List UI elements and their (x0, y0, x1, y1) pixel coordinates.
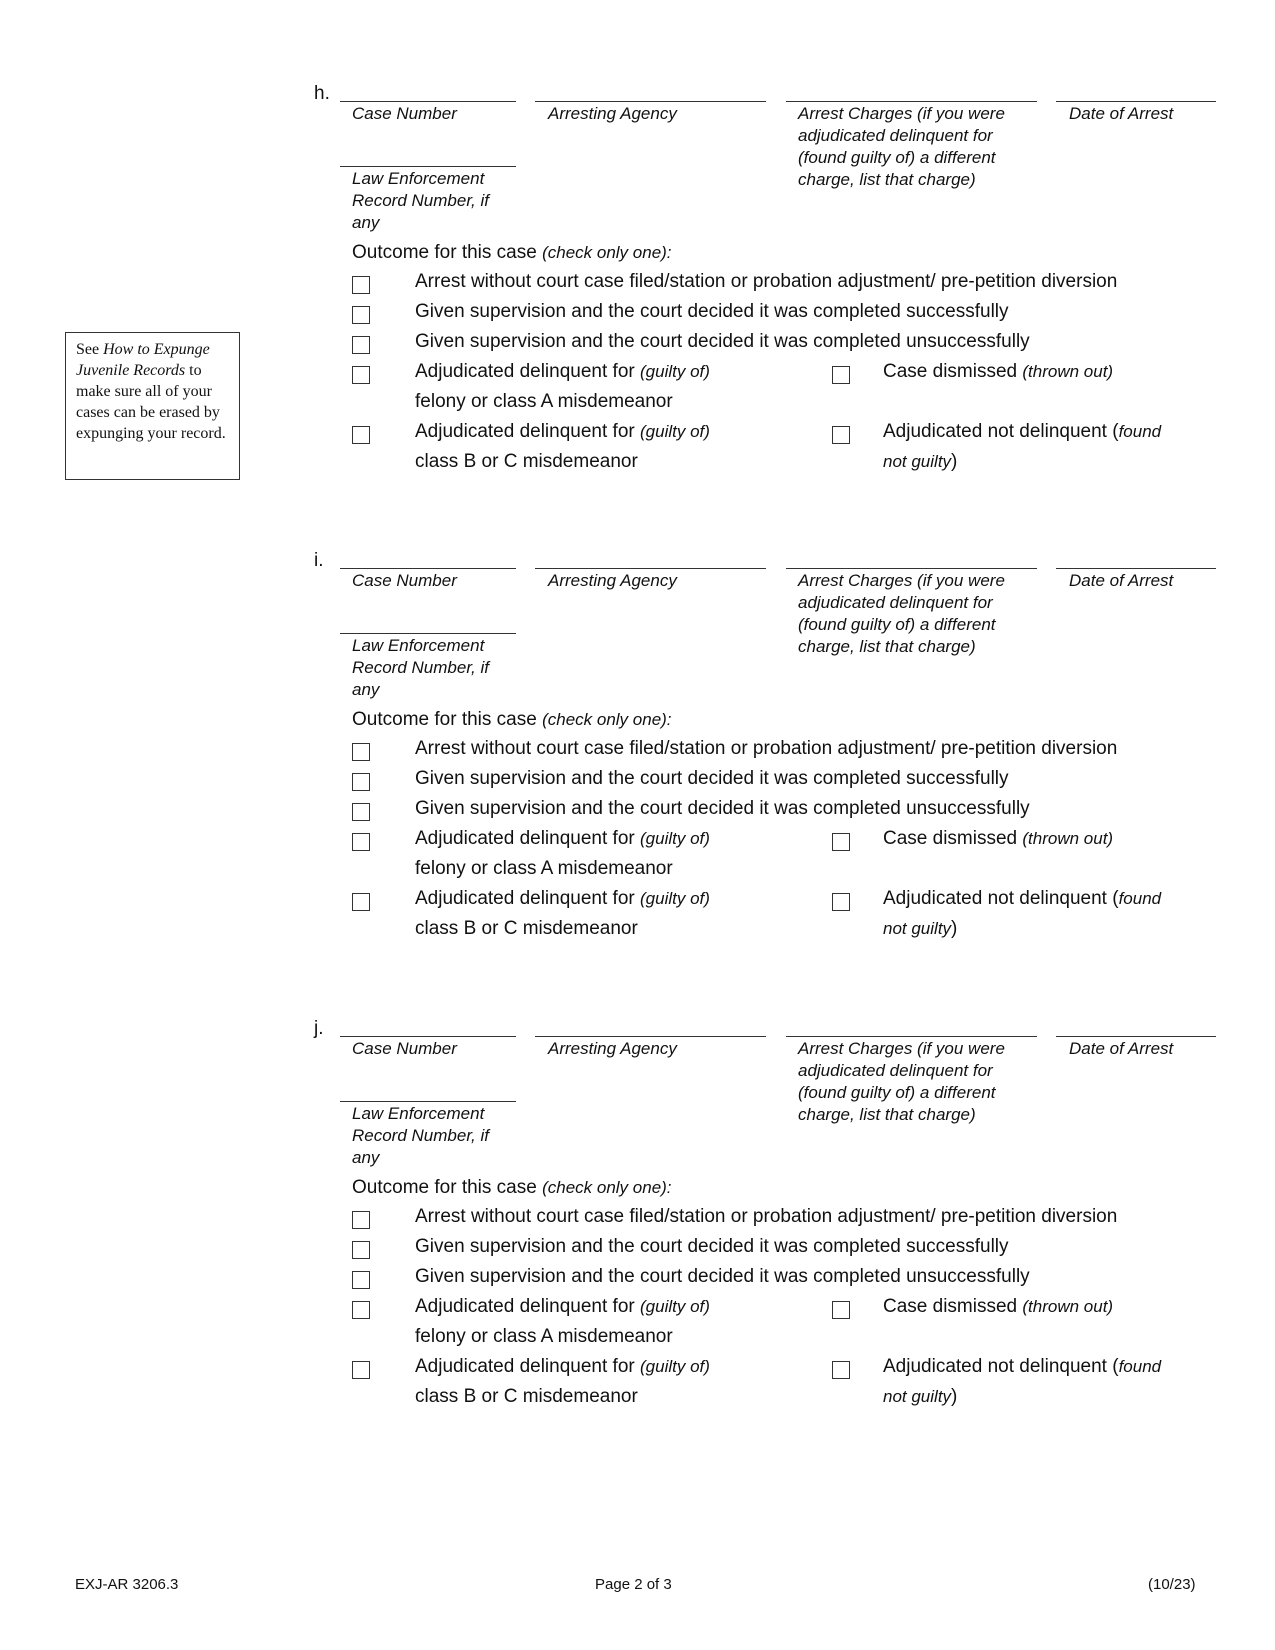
found-text: found (1118, 889, 1162, 908)
outcome-text: Outcome for this case (352, 1177, 543, 1198)
option-adj-delinquent-bc (415, 417, 710, 447)
outcome-text: Outcome for this case (352, 709, 543, 730)
checkbox-supervision-fail[interactable] (352, 1271, 370, 1289)
option-supervision-success: Given supervision and the court decided it was completed successfully (415, 301, 1009, 322)
date-of-arrest-label: Date of Arrest (1069, 1039, 1174, 1058)
option-adj-delinquent-bc (415, 1352, 710, 1382)
thrown-out-text: (thrown out) (1022, 362, 1114, 381)
outcome-text: Outcome for this case (352, 242, 543, 263)
date-of-arrest-field[interactable] (1056, 1036, 1216, 1037)
close-paren: ) (951, 451, 958, 472)
not-guilty-text: not guilty (883, 919, 952, 938)
option-class-bc-text: class B or C misdemeanor (415, 451, 638, 472)
law-enforcement-label: Law Enforcement Record Number, if any (352, 1104, 489, 1167)
date-of-arrest-field[interactable] (1056, 101, 1216, 102)
guilty-of-text: (guilty of) (640, 362, 710, 381)
checkbox-arrest-no-case[interactable] (352, 743, 370, 761)
checkbox-supervision-fail[interactable] (352, 336, 370, 354)
option-not-guilty-text (883, 1382, 957, 1412)
adj-not-delinquent-text: Adjudicated not delinquent ( (883, 888, 1119, 909)
close-paren: ) (951, 918, 958, 939)
arresting-agency-field[interactable] (535, 568, 766, 569)
section-letter: h. (314, 83, 330, 104)
checkbox-adj-not-delinquent[interactable] (832, 893, 850, 911)
option-supervision-success: Given supervision and the court decided it was completed successfully (415, 768, 1009, 789)
checkbox-case-dismissed[interactable] (832, 833, 850, 851)
adj-delinquent-b-text: Adjudicated delinquent for (415, 421, 640, 442)
outcome-label (352, 1177, 672, 1199)
option-arrest-no-case: Arrest without court case filed/station or probation adjustment/ pre-petition diversion (415, 1206, 1118, 1227)
option-adj-not-delinquent (883, 884, 1161, 914)
found-text: found (1118, 422, 1162, 441)
guilty-of-b-text: (guilty of) (640, 422, 710, 441)
option-not-guilty-text (883, 914, 957, 944)
arresting-agency-field[interactable] (535, 1036, 766, 1037)
option-felony-text: felony or class A misdemeanor (415, 1326, 673, 1347)
thrown-out-text: (thrown out) (1022, 1297, 1114, 1316)
case-number-label: Case Number (352, 104, 457, 123)
adj-delinquent-text: Adjudicated delinquent for (415, 1296, 640, 1317)
adj-delinquent-text: Adjudicated delinquent for (415, 361, 640, 382)
outcome-label (352, 242, 672, 264)
law-enforcement-label: Law Enforcement Record Number, if any (352, 169, 489, 232)
checkbox-adj-delinquent-bc[interactable] (352, 1361, 370, 1379)
section-letter: i. (314, 550, 324, 571)
option-supervision-fail: Given supervision and the court decided it was completed unsuccessfully (415, 798, 1030, 819)
law-enforcement-field[interactable] (340, 1101, 516, 1102)
case-section-i (0, 550, 1275, 990)
option-supervision-fail: Given supervision and the court decided it was completed unsuccessfully (415, 331, 1030, 352)
adj-delinquent-b-text: Adjudicated delinquent for (415, 888, 640, 909)
adj-not-delinquent-text: Adjudicated not delinquent ( (883, 421, 1119, 442)
arrest-charges-label: Arrest Charges (if you were adjudicated delinquent for (found guilty of) a different charge, list that charge) (798, 104, 1005, 189)
adj-not-delinquent-text: Adjudicated not delinquent ( (883, 1356, 1119, 1377)
case-section-h (0, 83, 1275, 523)
case-number-field[interactable] (340, 101, 516, 102)
date-of-arrest-field[interactable] (1056, 568, 1216, 569)
thrown-out-text: (thrown out) (1022, 829, 1114, 848)
guilty-of-b-text: (guilty of) (640, 1357, 710, 1376)
option-adj-not-delinquent (883, 417, 1161, 447)
guilty-of-text: (guilty of) (640, 1297, 710, 1316)
arrest-charges-label: Arrest Charges (if you were adjudicated delinquent for (found guilty of) a different charge, list that charge) (798, 1039, 1005, 1124)
case-dismissed-text: Case dismissed (883, 1296, 1023, 1317)
arrest-charges-field[interactable] (786, 101, 1037, 102)
checkbox-arrest-no-case[interactable] (352, 1211, 370, 1229)
guilty-of-text: (guilty of) (640, 829, 710, 848)
case-number-label: Case Number (352, 571, 457, 590)
not-guilty-text: not guilty (883, 452, 952, 471)
checkbox-adj-not-delinquent[interactable] (832, 426, 850, 444)
outcome-hint: (check only one): (542, 243, 672, 262)
arrest-charges-label: Arrest Charges (if you were adjudicated delinquent for (found guilty of) a different charge, list that charge) (798, 571, 1005, 656)
option-arrest-no-case: Arrest without court case filed/station or probation adjustment/ pre-petition diversion (415, 738, 1118, 759)
option-adj-not-delinquent (883, 1352, 1161, 1382)
law-enforcement-label: Law Enforcement Record Number, if any (352, 636, 489, 699)
checkbox-adj-delinquent-felony[interactable] (352, 1301, 370, 1319)
outcome-hint: (check only one): (542, 1178, 672, 1197)
checkbox-arrest-no-case[interactable] (352, 276, 370, 294)
outcome-hint: (check only one): (542, 710, 672, 729)
adj-delinquent-b-text: Adjudicated delinquent for (415, 1356, 640, 1377)
found-text: found (1118, 1357, 1162, 1376)
footer-revision-date: (10/23) (1148, 1576, 1196, 1593)
not-guilty-text: not guilty (883, 1387, 952, 1406)
option-supervision-fail: Given supervision and the court decided it was completed unsuccessfully (415, 1266, 1030, 1287)
adj-delinquent-text: Adjudicated delinquent for (415, 828, 640, 849)
option-case-dismissed (883, 1292, 1113, 1322)
checkbox-supervision-fail[interactable] (352, 803, 370, 821)
option-supervision-success: Given supervision and the court decided it was completed successfully (415, 1236, 1009, 1257)
checkbox-adj-not-delinquent[interactable] (832, 1361, 850, 1379)
section-letter: j. (314, 1018, 324, 1039)
arresting-agency-field[interactable] (535, 101, 766, 102)
arresting-agency-label: Arresting Agency (548, 104, 677, 123)
checkbox-adj-delinquent-bc[interactable] (352, 893, 370, 911)
option-arrest-no-case: Arrest without court case filed/station or probation adjustment/ pre-petition diversion (415, 271, 1118, 292)
case-number-label: Case Number (352, 1039, 457, 1058)
checkbox-adj-delinquent-bc[interactable] (352, 426, 370, 444)
checkbox-case-dismissed[interactable] (832, 366, 850, 384)
close-paren: ) (951, 1386, 958, 1407)
case-dismissed-text: Case dismissed (883, 361, 1023, 382)
arresting-agency-label: Arresting Agency (548, 571, 677, 590)
case-dismissed-text: Case dismissed (883, 828, 1023, 849)
option-class-bc-text: class B or C misdemeanor (415, 1386, 638, 1407)
guilty-of-b-text: (guilty of) (640, 889, 710, 908)
arresting-agency-label: Arresting Agency (548, 1039, 677, 1058)
checkbox-adj-delinquent-felony[interactable] (352, 366, 370, 384)
checkbox-adj-delinquent-felony[interactable] (352, 833, 370, 851)
case-number-field[interactable] (340, 568, 516, 569)
checkbox-supervision-success[interactable] (352, 773, 370, 791)
side-note-rest: to make sure all of your cases can be erased by expunging your record. (76, 362, 226, 442)
option-felony-text: felony or class A misdemeanor (415, 858, 673, 879)
checkbox-case-dismissed[interactable] (832, 1301, 850, 1319)
side-note-see: See (76, 341, 104, 358)
outcome-label (352, 709, 672, 731)
checkbox-supervision-success[interactable] (352, 306, 370, 324)
arrest-charges-field[interactable] (786, 1036, 1037, 1037)
option-adj-delinquent-felony (415, 357, 710, 387)
case-section-j (0, 1018, 1275, 1458)
footer-page-number: Page 2 of 3 (595, 1576, 672, 1593)
option-case-dismissed (883, 824, 1113, 854)
option-case-dismissed (883, 357, 1113, 387)
option-not-guilty-text (883, 447, 957, 477)
option-felony-text: felony or class A misdemeanor (415, 391, 673, 412)
option-adj-delinquent-felony (415, 824, 710, 854)
case-number-field[interactable] (340, 1036, 516, 1037)
side-note-title: How to Expunge Juvenile Records (76, 341, 210, 379)
footer-form-id: EXJ-AR 3206.3 (75, 1576, 179, 1593)
checkbox-supervision-success[interactable] (352, 1241, 370, 1259)
date-of-arrest-label: Date of Arrest (1069, 571, 1174, 590)
law-enforcement-field[interactable] (340, 633, 516, 634)
arrest-charges-field[interactable] (786, 568, 1037, 569)
date-of-arrest-label: Date of Arrest (1069, 104, 1174, 123)
option-adj-delinquent-bc (415, 884, 710, 914)
option-class-bc-text: class B or C misdemeanor (415, 918, 638, 939)
law-enforcement-field[interactable] (340, 166, 516, 167)
option-adj-delinquent-felony (415, 1292, 710, 1322)
